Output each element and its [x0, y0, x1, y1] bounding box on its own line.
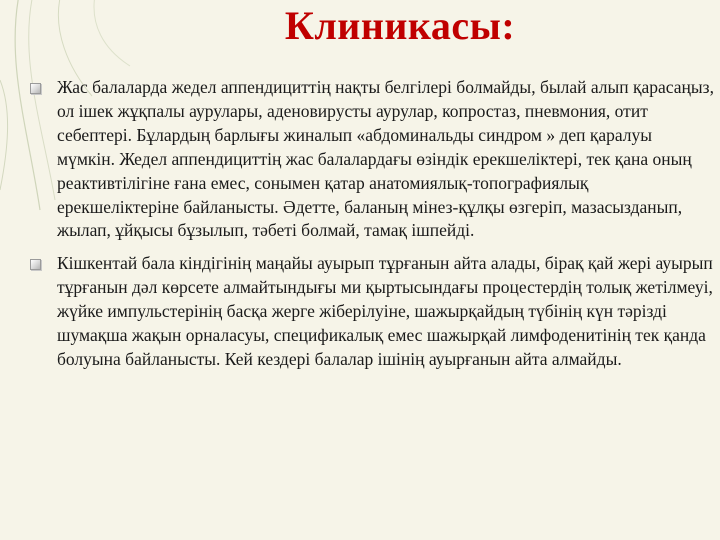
square-bullet-icon [30, 259, 41, 270]
slide-title: Клиникасы: [284, 3, 516, 48]
bullet-text: Жас балаларда жедел аппендициттің нақты белгілері болмайды, былай алып қарасаңыз, ол ішек жұқпалы аурулары, аденовирусты аурулар, копростаз, пневмония, отит себептері. Бұлардың барлығы жиналып «абдоминальды синдром » деп қаралуы мүмкін. Жедел аппендициттің жас балалардағы өзіндік ерекшеліктері, тек қана оның реактивтілігіне ғана емес, сонымен қатар анатомиялық-топографиялық ерекшеліктеріне байланысты. Әдетте, баланың мінез-құлқы өзгеріп, мазасызданып, жылап, ұйқысы бұзылып, тәбеті болмай, тамақ ішпейді. [57, 77, 714, 241]
bullet-text: Кішкентай бала кіндігінің маңайы ауырып тұрғанын айта алады, бірақ қай жері ауырып тұрғанын дәл көрсете алмайтындығы ми қыртысындағы процестердің толық жетілмеуі, жүйке импульстерінің басқа жерге жіберілуіне, шажырқайдың түбінің күн тәрізді шумақша жақын орналасуы, спецификалық емес шажырқай лимфоденитінің тек қанда болуына байланысты. Кей кездері балалар ішінің ауырғанын айта алмайды. [57, 253, 713, 369]
square-bullet-icon [30, 83, 41, 94]
bullet-item [30, 252, 714, 372]
bullet-list [30, 76, 714, 381]
bullet-item [30, 76, 714, 243]
